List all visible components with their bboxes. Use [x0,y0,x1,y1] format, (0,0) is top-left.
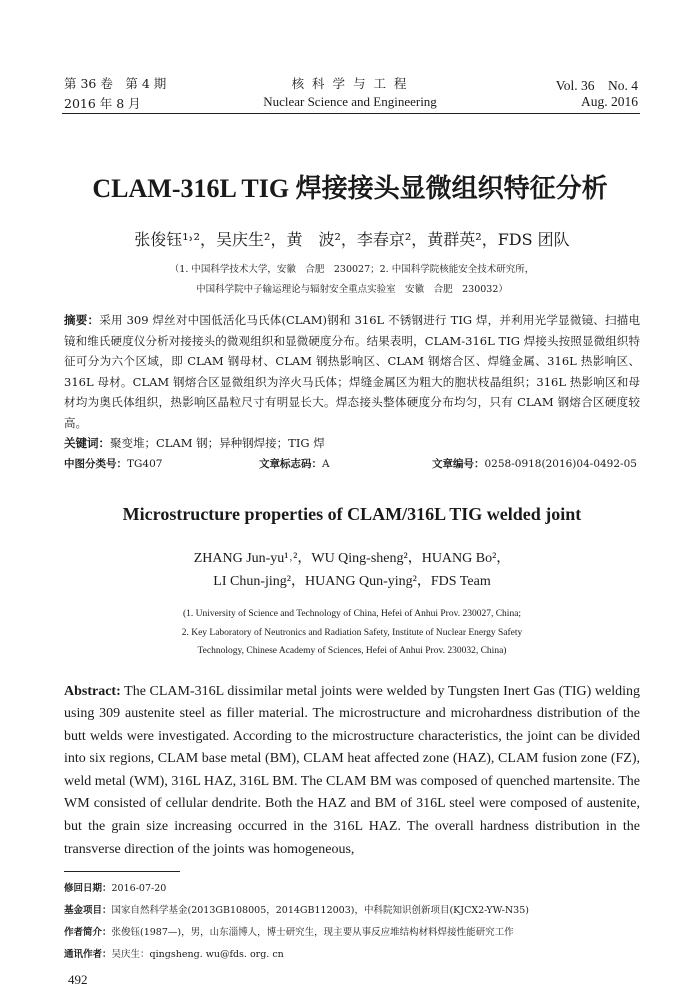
abstract-en-text: The CLAM-316L dissimilar metal joints were welded by Tungsten Inert Gas (TIG) welding using 309 austenite steel as filler material. The microstructure and microhardness distribution of the butt welds were investigated. According to the microstructure characteristics, the joint can be divided into six regions, CLAM base metal (BM), CLAM heat affected zone (HAZ), CLAM fusion zone (FZ), weld metal (WM), 316L HAZ, 316L BM. The CLAM BM was composed of quenched martensite. The WM consisted of cellular dendrite. Both the HAZ and BM of 316L steel were composed of austenite, but the grain size increasing occurred in the 316L HAZ. The overall hardness distribution in the transverse direction of the joints was homogeneous, [64,683,640,857]
authors-cn: 张俊钰¹˒²，吴庆生²，黄 波²，李春京²，黄群英²，FDS 团队 [134,230,570,249]
doc-code-value: A [322,457,330,470]
clc-label: 中图分类号： [64,457,127,470]
abstract-en [64,681,640,862]
footnote-label: 修回日期： [64,883,112,895]
article-no-value: 0258-0918(2016)04-0492-05 [484,457,637,470]
footnote-corresponding [64,944,640,966]
paper-title-en: Microstructure properties of CLAM/316L TIG welded joint [122,504,582,524]
date-en: Aug. 2016 [581,94,638,109]
paper-title-cn: CLAM-316L TIG 焊接接头显微组织特征分析 [92,174,608,203]
footnote-label: 通讯作者： [64,949,112,961]
abstract-en-label: Abstract: [64,683,121,699]
footnote-text: 张俊钰(1987—)，男，山东淄博人，博士研究生，现主要从事反应堆结构材料焊接性能研究工作 [111,927,514,939]
footnote-text: 吴庆生：qingsheng. wu@fds. org. cn [111,949,284,961]
journal-name-cn: 核 科 学 与 工 程 [291,76,409,91]
footnote-label: 作者简介： [64,927,112,939]
article-no-label: 文章编号： [432,457,485,470]
affiliation-en-3: Technology, Chinese Academy of Sciences, Hefei of Anhui Prov. 230032, China) [197,646,507,656]
page-number: 492 [68,972,88,988]
issue-date: 2016 年 8 月 [64,96,141,111]
footnote-text: 国家自然科学基金(2013GB108005，2014GB112003)，中科院知识创新项目(KJCX2-YW-N35) [111,905,529,917]
authors-en-1: ZHANG Jun-yu¹˒²，WU Qing-sheng²，HUANG Bo²， [193,551,511,566]
clc-value: TG407 [127,457,163,470]
affiliation-cn-1: （1. 中国科学技术大学，安徽 合肥 230027；2. 中国科学院核能安全技术研究所， [169,264,535,275]
footnote-rule [64,871,180,872]
affiliation-cn-2: 中国科学院中子输运理论与辐射安全重点实验室 安徽 合肥 230032） [196,284,508,295]
volume-en: Vol. 36 No. 4 [555,78,638,93]
volume-issue: 第 36 卷 第 4 期 [64,76,167,91]
classification-line [64,454,640,475]
abstract-cn-text: 采用 309 焊丝对中国低活化马氏体(CLAM)钢和 316L 不锈钢进行 TIG 焊，并利用光学显微镜、扫描电镜和维氏硬度仪分析对接接头的微观组织和显微硬度分布。结果表明，CLAM-316L TIG 焊接头按照显微组织特征可分为六个区域，即 CLAM 钢母材、CLAM 钢热影响区、CLAM 钢熔合区、焊缝金属、316L 热影响区、316L 母材。CLAM 钢熔合区显微组织为淬火马氏体；焊缝金属区为粗大的胞状枝晶组织；316L 热影响区和母材均为奥氏体组织，热影响区晶粒尺寸有明显长大。焊态接头整体硬度分布均匀，只有 CLAM 钢熔合区硬度较高。 [64,313,641,430]
footnote-author-bio [64,922,640,944]
footnote-revised-date [64,878,640,900]
affiliation-en-1: (1. University of Science and Technology of China, Hefei of Anhui Prov. 230027, China; [182,609,522,619]
journal-name-en: Nuclear Science and Engineering [263,94,437,109]
authors-en-2: LI Chun-jing²，HUANG Qun-ying²，FDS Team [213,574,491,589]
doc-code-label: 文章标志码： [259,457,322,470]
keywords-cn [64,433,640,454]
abstract-cn-label: 摘要： [64,313,100,327]
keywords-label: 关键词： [64,436,110,450]
footnote-text: 2016-07-20 [111,883,167,895]
affiliation-en-2: 2. Key Laboratory of Neutronics and Radiation Safety, Institute of Nuclear Energy Safety [181,627,523,638]
footnote-funding [64,900,640,922]
abstract-cn [64,310,640,433]
footnotes [64,878,640,966]
footnote-label: 基金项目： [64,905,112,917]
keywords-text: 聚变堆；CLAM 钢；异种钢焊接；TIG 焊 [110,436,325,450]
